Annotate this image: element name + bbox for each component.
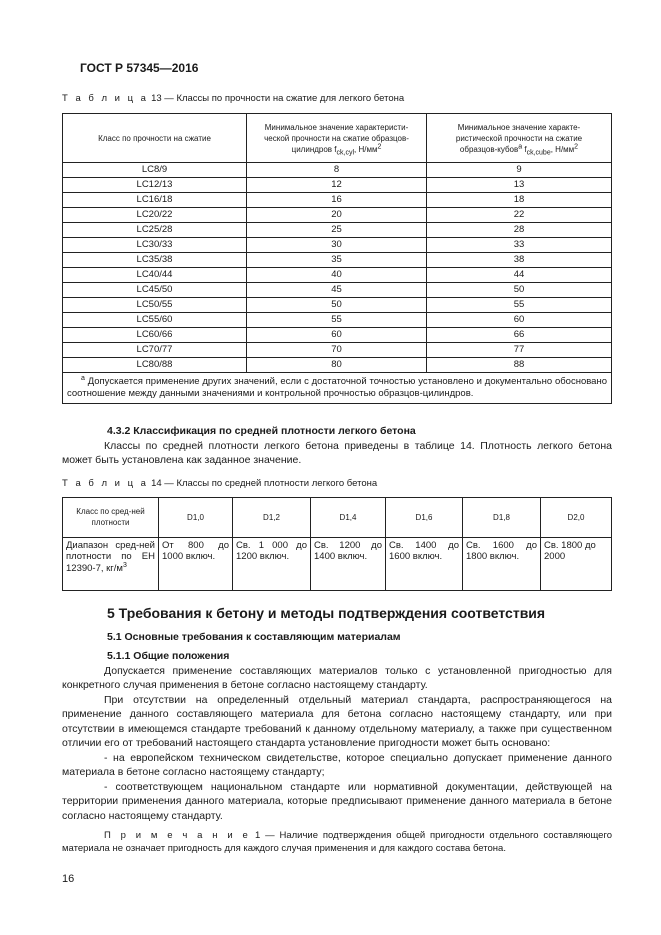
table-cell: LC60/66 <box>63 328 247 343</box>
table-cell: 25 <box>247 223 427 238</box>
table-cell: 50 <box>247 298 427 313</box>
table-cell: LC80/88 <box>63 358 247 373</box>
list-item: - соответствующем национальном стандарте или нормативной документации, действующей на территории применения данного материала, которые предписывают применение данного материала в бетоне согласно настоящему стандарту. <box>62 780 612 822</box>
table-cell: 13 <box>427 178 612 193</box>
section-4-3-2-text: Классы по средней плотности легкого бетона приведены в таблице 14. Плотность легкого бетона может быть установлена как заданное значение. <box>62 439 612 466</box>
table-cell: 30 <box>247 238 427 253</box>
note: П р и м е ч а н и е 1 — Наличие подтверждения общей пригодности отдельного составляющего материала не означает пригодность для каждого случая применения и для каждого состава бетона. <box>62 830 612 854</box>
table-cell: LC25/28 <box>63 223 247 238</box>
col-header: D1,2 <box>233 497 311 537</box>
table-cell: 50 <box>427 283 612 298</box>
col-header-class: Класс по прочности на сжатие <box>63 114 247 163</box>
table-13 <box>62 113 612 404</box>
table-cell: LC70/77 <box>63 343 247 358</box>
col-header: D2,0 <box>541 497 612 537</box>
table-cell: 38 <box>427 253 612 268</box>
table-row <box>63 223 612 238</box>
table-row <box>63 298 612 313</box>
table-row <box>63 253 612 268</box>
table-cell: 18 <box>427 193 612 208</box>
table-cell: 20 <box>247 208 427 223</box>
table-row <box>63 163 612 178</box>
table-cell: LC12/13 <box>63 178 247 193</box>
col-header: D1,8 <box>463 497 541 537</box>
table-cell: 33 <box>427 238 612 253</box>
table-row <box>63 208 612 223</box>
table-cell: От 800 до 1000 включ. <box>159 537 233 590</box>
row-label: Диапазон сред-ней плотности по ЕН 12390-7, $кг/м^3$ <box>63 537 159 590</box>
section-5-1-1-title: 5.1.1 Общие положения <box>107 650 230 662</box>
section-5-title: 5 Требования к бетону и методы подтверждения соответствия <box>107 604 546 621</box>
table-row <box>63 238 612 253</box>
table-cell: 16 <box>247 193 427 208</box>
col-header: D1,0 <box>159 497 233 537</box>
table-cell: 66 <box>427 328 612 343</box>
table-cell: 45 <box>247 283 427 298</box>
col-header-cyl: Минимальное значение характеристи-ческой прочности на сжатие образцов-цилиндров $f_{ck,cyl}$, $Н/мм^2$ <box>247 114 427 163</box>
table-row <box>63 343 612 358</box>
table-row <box>63 193 612 208</box>
col-header: Класс по сред-ней плотности <box>63 497 159 537</box>
table-cell: LC55/60 <box>63 313 247 328</box>
table13-footnote: $^a$ Допускается применение других значений, если с достаточной точностью установлено и документально обосновано соотношение между данными значениями и контрольной прочностью образцов-цилиндров. <box>63 373 612 404</box>
table-cell: LC40/44 <box>63 268 247 283</box>
section-5-1-title: 5.1 Основные требования к составляющим материалам <box>107 630 401 643</box>
table-row <box>63 358 612 373</box>
table-cell: LC30/33 <box>63 238 247 253</box>
col-header-cube: Минимальное значение характе-ристической прочности на сжатие образцов-кубов$^a$ $f_{ck,cube}$, $Н/мм^2$ <box>427 114 612 163</box>
table-cell: 22 <box>427 208 612 223</box>
table-row <box>63 328 612 343</box>
list-item: - на европейском техническом свидетельстве, которое специально допускает применение данного материала в бетоне согласно настоящему стандарту; <box>62 751 612 778</box>
table-cell: 35 <box>247 253 427 268</box>
paragraph: При отсутствии на определенный отдельный материал стандарта, распространяющегося на применение данного составляющего материала для бетона согласно настоящему стандарту, или при отсутствии в имеющемся стандарте требований к данному отдельному материалу, а также при существенном отличии его от требований настоящего стандарта установление пригодности может быть основано: <box>62 693 612 749</box>
table-row <box>63 313 612 328</box>
table-cell: Св. 1200 до 1400 включ. <box>311 537 386 590</box>
table-cell: LC20/22 <box>63 208 247 223</box>
table-cell: 77 <box>427 343 612 358</box>
table-cell: Св. 1800 до 2000 <box>541 537 612 590</box>
table-cell: LC35/38 <box>63 253 247 268</box>
table-row <box>63 283 612 298</box>
table-cell: 8 <box>247 163 427 178</box>
caption-text: 13 — Классы по прочности на сжатие для легкого бетона <box>148 93 405 104</box>
table-cell: LC16/18 <box>63 193 247 208</box>
page-number: 16 <box>62 873 75 885</box>
paragraph: Допускается применение составляющих материалов только с установленной пригодностью для конкретного случая применения в бетоне согласно настоящему стандарту. <box>62 664 612 691</box>
table-cell: 12 <box>247 178 427 193</box>
table-row <box>63 178 612 193</box>
section-4-3-2-title: 4.3.2 Классификация по средней плотности легкого бетона <box>107 425 416 437</box>
table-row <box>63 268 612 283</box>
col-header: D1,4 <box>311 497 386 537</box>
table-cell: 70 <box>247 343 427 358</box>
caption-prefix: Т а б л и ц а <box>62 93 149 104</box>
table-cell: 28 <box>427 223 612 238</box>
col-header: D1,6 <box>386 497 463 537</box>
table-cell: Св. 1 000 до 1200 включ. <box>233 537 311 590</box>
table-cell: LC45/50 <box>63 283 247 298</box>
table-cell: 40 <box>247 268 427 283</box>
table-14 <box>62 497 612 591</box>
table-cell: LC50/55 <box>63 298 247 313</box>
table-cell: 60 <box>427 313 612 328</box>
table-cell: Св. 1400 до 1600 включ. <box>386 537 463 590</box>
table-cell: 80 <box>247 358 427 373</box>
table-cell: 88 <box>427 358 612 373</box>
table-cell: Св. 1600 до 1800 включ. <box>463 537 541 590</box>
table13-caption <box>62 92 612 105</box>
table14-caption: Т а б л и ц а 14 — Классы по средней плотности легкого бетона <box>62 477 378 489</box>
table-cell: 55 <box>427 298 612 313</box>
table-cell: LC8/9 <box>63 163 247 178</box>
page-content <box>62 92 612 885</box>
document-header: ГОСТ Р 57345—2016 <box>80 61 199 75</box>
section-5-1-1-body <box>62 664 612 856</box>
table-cell: 44 <box>427 268 612 283</box>
table-cell: 60 <box>247 328 427 343</box>
table-cell: 55 <box>247 313 427 328</box>
table-cell: 9 <box>427 163 612 178</box>
